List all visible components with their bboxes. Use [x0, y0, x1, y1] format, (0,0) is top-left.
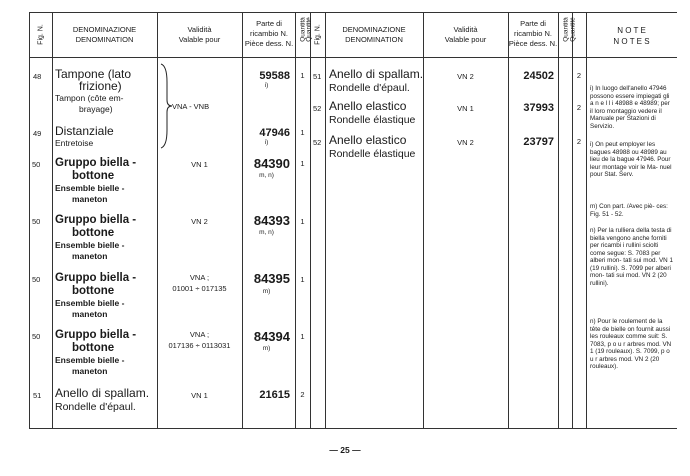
col-rule: [586, 12, 587, 428]
item-name-fr: brayage): [79, 104, 113, 114]
note-n-fr: n) Pour le roulement de la tête de bielle on fournit aussi les rouleaux comme suit: S. 7083, p o u r arbres mod. VN 1 (19 rouleaux). S. 7099, p o u r arbres mod. VN 2 (20 rouleaux).: [590, 318, 672, 371]
table-bottom-rule: [29, 428, 677, 429]
fig-number: 51: [33, 391, 42, 400]
part-header-3: Pièce dess. N.: [244, 39, 294, 48]
fig-number: 52: [313, 138, 322, 147]
validity: VN 2: [457, 138, 474, 147]
part-number: 21615: [259, 389, 290, 401]
fig-number: 50: [32, 332, 41, 341]
fig-number: 48: [33, 72, 42, 81]
item-name-it: Distanziale: [55, 124, 114, 138]
denom-header-it: DENOMINAZIONE: [72, 25, 137, 34]
denom-header-fr: DENOMINATION: [345, 35, 403, 44]
notes-header-1: N O T E: [617, 26, 646, 35]
table-top-rule: [29, 12, 677, 13]
part-number: 84393: [253, 213, 290, 228]
part-note-ref: i): [264, 139, 269, 146]
fig-number: 51: [313, 72, 322, 81]
item-name-it: Gruppo biella -: [55, 272, 137, 284]
item-name-it: Gruppo biella -: [55, 214, 137, 226]
item-name-it: Anello elastico: [329, 99, 407, 113]
item-name-fr: maneton: [72, 309, 108, 319]
item-name-fr: maneton: [72, 251, 108, 261]
quantity: 1: [300, 128, 305, 137]
item-name-fr: Rondelle d'épaul.: [329, 82, 410, 94]
part-header-1: Parte di: [256, 19, 282, 28]
item-name-fr: maneton: [72, 366, 108, 376]
item-name-fr: Rondelle élastique: [329, 114, 416, 126]
item-name-fr: Ensemble bielle -: [55, 183, 125, 193]
denom-header-it: DENOMINAZIONE: [342, 25, 406, 34]
part-number: 59588: [259, 70, 290, 82]
page-number: — 25 —: [329, 445, 361, 455]
validity: VN 2: [191, 217, 208, 226]
fig-number: 50: [32, 160, 41, 169]
quantity: 1: [300, 275, 305, 284]
header-bottom-rule: [29, 57, 677, 58]
item-name-it: Anello elastico: [329, 133, 407, 147]
validity-header-it: Validità: [187, 25, 212, 34]
item-name-fr: Entretoise: [55, 138, 94, 148]
qty-header-1: Quantità: [562, 17, 570, 42]
part-note-ref: i): [264, 82, 269, 89]
item-name-it: frizione): [79, 79, 122, 93]
item-name-it: bottone: [72, 342, 115, 354]
item-name-it: Gruppo biella -: [55, 157, 137, 169]
note-n-it: n) Per la rulliera della testa di biella vengono anche forniti per ricambi i rullini sciolti come segue: S. 7083 per alberi mon- tati sui mod. VN 1 (19 rullini). S. 7099 per alberi mon- tati sui mod. VN 2 (20 rullini).: [590, 227, 673, 287]
validity-header-fr: Valable pour: [444, 35, 487, 44]
fig-number: 52: [313, 104, 322, 113]
col-rule: [29, 12, 30, 428]
item-name-fr: Rondelle élastique: [329, 148, 416, 160]
part-header-1: Parte di: [520, 19, 546, 28]
item-name-fr: Tampon (côte em-: [55, 93, 124, 103]
part-number: 84394: [253, 329, 290, 344]
validity: VN 2: [457, 72, 474, 81]
item-name-fr: Rondelle d'épaul.: [55, 401, 136, 413]
quantity: 1: [300, 217, 305, 226]
validity: VN 1: [457, 104, 474, 113]
part-number: 37993: [523, 102, 554, 114]
item-name-it: Tampone (lato: [55, 67, 132, 81]
validity: VNA ;: [189, 330, 210, 339]
quantity: 2: [300, 390, 305, 399]
validity-range: 017136 ÷ 0113031: [168, 341, 231, 350]
note-m: m) Con part. /Avec piè- ces: Fig. 51 - 52.: [590, 203, 668, 218]
fig-number: 50: [32, 275, 41, 284]
part-number: 84390: [253, 156, 290, 171]
qty-header-2: Quantité: [305, 17, 313, 42]
note-i-it: i) In luogo dell'anello 47946 possono essere impiegati gli a n e l l i 48988 e 48989; per il loro montaggio vedere il Manuale per Stazioni di Servizio.: [590, 85, 670, 130]
item-name-it: bottone: [72, 170, 115, 182]
qty-header-1: Quantità: [299, 17, 307, 42]
part-number: 24502: [523, 70, 554, 82]
item-name-fr: maneton: [72, 194, 108, 204]
item-name-fr: Ensemble bielle -: [55, 355, 125, 365]
fig-number: 50: [32, 217, 41, 226]
part-header-3: Pièce dess. N.: [508, 39, 558, 48]
col-rule: [310, 12, 311, 428]
part-header-2: ricambio N.: [250, 29, 288, 38]
col-rule: [52, 12, 53, 428]
quantity: 1: [300, 159, 305, 168]
item-name-fr: Ensemble bielle -: [55, 298, 125, 308]
part-header-2: ricambio N.: [514, 29, 552, 38]
quantity: 2: [576, 137, 582, 146]
validity-range: 01001 ÷ 017135: [172, 284, 227, 293]
quantity: 1: [300, 71, 305, 80]
validity: VNA ;: [189, 273, 210, 282]
validity-header-fr: Valable pour: [178, 35, 221, 44]
quantity: 2: [576, 71, 582, 80]
part-number: 23797: [523, 136, 554, 148]
notes-header-2: N O T E S: [613, 37, 650, 46]
part-number: 47946: [259, 127, 290, 139]
fig-header: Fig. N.: [314, 24, 322, 45]
part-note-ref: m, n): [259, 229, 274, 236]
note-i-fr: i) On peut employer les bagues 48988 ou 48989 au lieu de la bague 47946. Pour leur montage voir le Ma- nuel pour Stat. Serv.: [590, 141, 672, 179]
item-name-it: bottone: [72, 285, 115, 297]
col-rule: [325, 12, 326, 428]
quantity: 2: [576, 103, 582, 112]
fig-number: 49: [33, 129, 42, 138]
quantity: 1: [300, 332, 305, 341]
item-name-it: bottone: [72, 227, 115, 239]
validity: VN 1: [191, 160, 208, 169]
validity: VN 1: [191, 391, 208, 400]
denom-header-fr: DENOMINATION: [75, 35, 134, 44]
fig-header: Fig. N.: [37, 24, 45, 45]
item-name-it: Gruppo biella -: [55, 329, 137, 341]
col-rule: [558, 12, 559, 428]
item-name-fr: Ensemble bielle -: [55, 240, 125, 250]
part-note-ref: m, n): [259, 172, 274, 179]
validity-header-it: Validità: [453, 25, 478, 34]
item-name-it: Anello di spallam.: [55, 386, 150, 400]
item-name-it: Anello di spallam.: [329, 67, 424, 81]
part-note-ref: m): [262, 345, 271, 352]
qty-header-2: Quantité: [569, 17, 577, 42]
part-note-ref: m): [262, 288, 271, 295]
part-number: 84395: [253, 271, 290, 286]
bracket-validity: VNA - VNB: [172, 102, 210, 111]
